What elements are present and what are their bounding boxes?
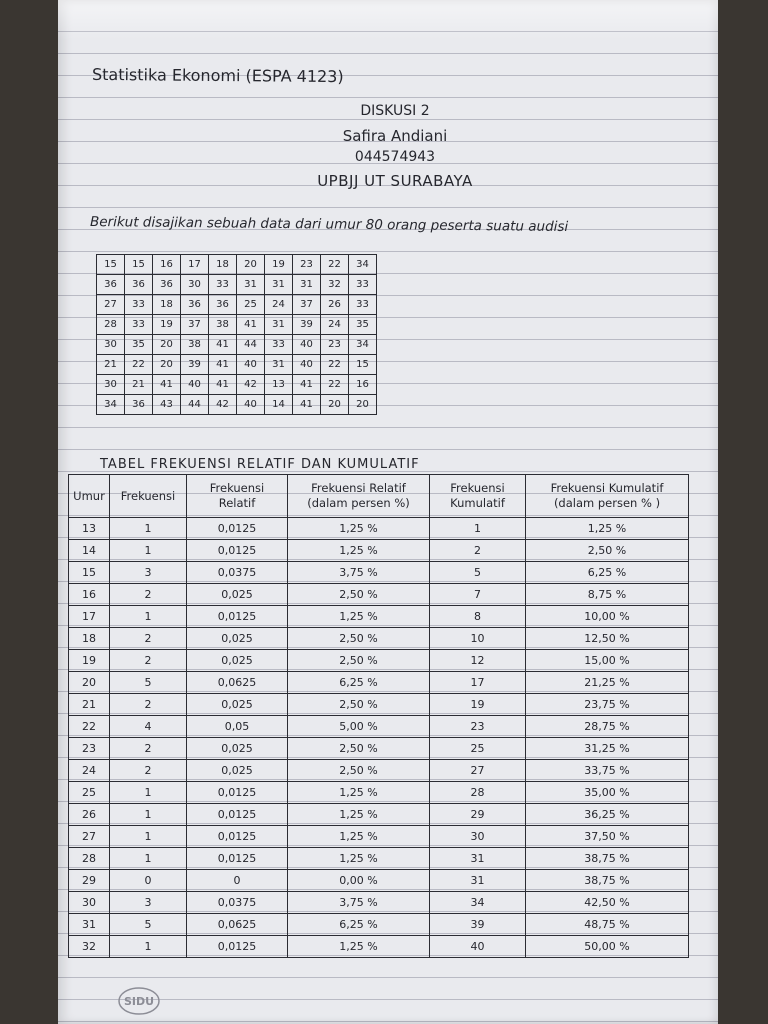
cell-kumulatif-persen: 35,00 %: [526, 782, 689, 804]
table-row: [69, 672, 689, 694]
grid-row: [97, 295, 377, 315]
cell-relatif-persen: 2,50 %: [288, 760, 430, 782]
header-frekuensi-relatif-persen: [288, 475, 430, 518]
header-frekuensi-kumulatif: [430, 475, 526, 518]
cell-kumulatif-persen: 23,75 %: [526, 694, 689, 716]
grid-cell: 32: [321, 275, 349, 295]
grid-cell: 20: [349, 395, 377, 415]
cell-kumulatif: 25: [430, 738, 526, 760]
grid-cell: 35: [349, 315, 377, 335]
grid-cell: 41: [237, 315, 265, 335]
table-row: [69, 738, 689, 760]
cell-frekuensi-relatif: 0,025: [187, 738, 288, 760]
table-row: [69, 870, 689, 892]
grid-cell: 40: [293, 355, 321, 375]
cell-umur: 24: [69, 760, 110, 782]
table-row: [69, 892, 689, 914]
cell-frekuensi-relatif: 0,0125: [187, 804, 288, 826]
grid-cell: 24: [265, 295, 293, 315]
sidu-logo: [117, 986, 161, 1016]
grid-cell: 18: [153, 295, 181, 315]
table-row: [69, 628, 689, 650]
cell-frekuensi: 2: [110, 650, 187, 672]
cell-frekuensi-relatif: 0,0625: [187, 914, 288, 936]
grid-cell: 44: [237, 335, 265, 355]
cell-frekuensi: 3: [110, 562, 187, 584]
cell-relatif-persen: 5,00 %: [288, 716, 430, 738]
cell-frekuensi-relatif: 0,0125: [187, 826, 288, 848]
cell-relatif-persen: 1,25 %: [288, 936, 430, 958]
cell-frekuensi: 2: [110, 694, 187, 716]
cell-frekuensi-relatif: 0,025: [187, 694, 288, 716]
grid-cell: 42: [209, 395, 237, 415]
cell-kumulatif-persen: 1,25 %: [526, 518, 689, 540]
cell-frekuensi-relatif: 0,025: [187, 650, 288, 672]
grid-cell: 39: [181, 355, 209, 375]
cell-kumulatif-persen: 21,25 %: [526, 672, 689, 694]
grid-cell: 34: [349, 335, 377, 355]
cell-frekuensi: 1: [110, 826, 187, 848]
cell-kumulatif: 19: [430, 694, 526, 716]
grid-cell: 25: [237, 295, 265, 315]
cell-relatif-persen: 1,25 %: [288, 826, 430, 848]
cell-kumulatif: 30: [430, 826, 526, 848]
grid-cell: 40: [237, 355, 265, 375]
cell-kumulatif: 29: [430, 804, 526, 826]
cell-umur: 15: [69, 562, 110, 584]
cell-umur: 20: [69, 672, 110, 694]
cell-relatif-persen: 1,25 %: [288, 518, 430, 540]
header-line: Frekuensi: [209, 481, 265, 495]
header-line: Kumulatif: [450, 496, 505, 510]
table-row: [69, 540, 689, 562]
sidu-logo-text: SIDU: [123, 995, 155, 1008]
student-id: 044574943: [354, 149, 436, 165]
grid-cell: 15: [349, 355, 377, 375]
table-row: [69, 804, 689, 826]
cell-kumulatif-persen: 36,25 %: [526, 804, 689, 826]
grid-cell: 31: [265, 315, 293, 335]
grid-cell: 38: [209, 315, 237, 335]
table-row: [69, 606, 689, 628]
cell-umur: 32: [69, 936, 110, 958]
table-row: [69, 650, 689, 672]
grid-cell: 30: [181, 275, 209, 295]
grid-cell: 26: [321, 295, 349, 315]
cell-frekuensi-relatif: 0,025: [187, 628, 288, 650]
grid-row: [97, 335, 377, 355]
grid-cell: 21: [97, 355, 125, 375]
grid-cell: 38: [181, 335, 209, 355]
cell-kumulatif: 39: [430, 914, 526, 936]
grid-row: [97, 315, 377, 335]
table-header-row: [69, 475, 689, 518]
grid-row: [97, 375, 377, 395]
cell-umur: 14: [69, 540, 110, 562]
cell-kumulatif-persen: 10,00 %: [526, 606, 689, 628]
grid-cell: 19: [153, 315, 181, 335]
grid-cell: 28: [97, 315, 125, 335]
grid-cell: 33: [125, 315, 153, 335]
table-row: [69, 562, 689, 584]
cell-relatif-persen: 1,25 %: [288, 848, 430, 870]
cell-umur: 16: [69, 584, 110, 606]
grid-cell: 33: [209, 275, 237, 295]
cell-frekuensi: 5: [110, 914, 187, 936]
grid-cell: 36: [125, 395, 153, 415]
grid-cell: 21: [125, 375, 153, 395]
cell-frekuensi-relatif: 0,0625: [187, 672, 288, 694]
grid-cell: 15: [125, 255, 153, 275]
cell-kumulatif-persen: 2,50 %: [526, 540, 689, 562]
cell-frekuensi: 1: [110, 804, 187, 826]
cell-kumulatif-persen: 38,75 %: [526, 870, 689, 892]
cell-kumulatif: 10: [430, 628, 526, 650]
discussion-title: DISKUSI 2: [360, 103, 430, 119]
table-caption: TABEL FREKUENSI RELATIF DAN KUMULATIF: [100, 457, 420, 472]
grid-cell: 23: [321, 335, 349, 355]
cell-frekuensi: 1: [110, 518, 187, 540]
table-row: [69, 584, 689, 606]
cell-kumulatif-persen: 12,50 %: [526, 628, 689, 650]
grid-cell: 43: [153, 395, 181, 415]
grid-cell: 16: [349, 375, 377, 395]
grid-cell: 27: [97, 295, 125, 315]
cell-umur: 21: [69, 694, 110, 716]
cell-kumulatif: 23: [430, 716, 526, 738]
grid-row: [97, 355, 377, 375]
header-umur: Umur: [69, 475, 110, 518]
cell-kumulatif: 2: [430, 540, 526, 562]
cell-umur: 23: [69, 738, 110, 760]
cell-relatif-persen: 3,75 %: [288, 892, 430, 914]
cell-relatif-persen: 1,25 %: [288, 606, 430, 628]
grid-cell: 40: [293, 335, 321, 355]
cell-frekuensi-relatif: 0: [187, 870, 288, 892]
grid-cell: 31: [293, 275, 321, 295]
cell-frekuensi-relatif: 0,0375: [187, 562, 288, 584]
course-title: Statistika Ekonomi (ESPA 4123): [91, 64, 344, 87]
grid-cell: 40: [181, 375, 209, 395]
table-row: [69, 716, 689, 738]
cell-kumulatif: 27: [430, 760, 526, 782]
grid-cell: 36: [209, 295, 237, 315]
grid-cell: 41: [153, 375, 181, 395]
grid-cell: 42: [237, 375, 265, 395]
cell-frekuensi: 1: [110, 848, 187, 870]
cell-frekuensi: 2: [110, 628, 187, 650]
cell-relatif-persen: 1,25 %: [288, 804, 430, 826]
grid-cell: 22: [321, 375, 349, 395]
cell-frekuensi-relatif: 0,0125: [187, 782, 288, 804]
cell-kumulatif: 1: [430, 518, 526, 540]
cell-frekuensi: 3: [110, 892, 187, 914]
cell-umur: 26: [69, 804, 110, 826]
intro-text: Berikut disajikan sebuah data dari umur 80 orang peserta suatu audisi: [89, 214, 569, 236]
cell-frekuensi-relatif: 0,0125: [187, 606, 288, 628]
cell-kumulatif-persen: 28,75 %: [526, 716, 689, 738]
grid-cell: 35: [125, 335, 153, 355]
grid-cell: 41: [293, 395, 321, 415]
grid-cell: 36: [97, 275, 125, 295]
cell-frekuensi: 2: [110, 738, 187, 760]
header-frekuensi: Frekuensi: [110, 475, 187, 518]
frequency-table: [68, 474, 689, 958]
cell-kumulatif: 40: [430, 936, 526, 958]
cell-kumulatif-persen: 48,75 %: [526, 914, 689, 936]
cell-umur: 18: [69, 628, 110, 650]
grid-cell: 36: [181, 295, 209, 315]
cell-relatif-persen: 0,00 %: [288, 870, 430, 892]
grid-cell: 31: [265, 275, 293, 295]
header-frekuensi-kumulatif-persen: [526, 475, 689, 518]
grid-cell: 30: [97, 375, 125, 395]
cell-kumulatif-persen: 8,75 %: [526, 584, 689, 606]
grid-cell: 41: [209, 335, 237, 355]
grid-cell: 17: [181, 255, 209, 275]
grid-cell: 36: [125, 275, 153, 295]
cell-kumulatif-persen: 37,50 %: [526, 826, 689, 848]
grid-row: [97, 255, 377, 275]
cell-relatif-persen: 6,25 %: [288, 914, 430, 936]
table-row: [69, 848, 689, 870]
grid-cell: 37: [293, 295, 321, 315]
grid-cell: 13: [265, 375, 293, 395]
cell-frekuensi: 2: [110, 584, 187, 606]
cell-umur: 27: [69, 826, 110, 848]
cell-relatif-persen: 2,50 %: [288, 694, 430, 716]
grid-cell: 37: [181, 315, 209, 335]
grid-cell: 16: [153, 255, 181, 275]
grid-cell: 41: [293, 375, 321, 395]
grid-cell: 33: [265, 335, 293, 355]
table-row: [69, 826, 689, 848]
grid-cell: 14: [265, 395, 293, 415]
header-line: (dalam persen %): [307, 496, 410, 510]
cell-frekuensi: 1: [110, 782, 187, 804]
cell-relatif-persen: 2,50 %: [288, 738, 430, 760]
table-row: [69, 760, 689, 782]
cell-umur: 31: [69, 914, 110, 936]
cell-kumulatif-persen: 38,75 %: [526, 848, 689, 870]
cell-kumulatif: 17: [430, 672, 526, 694]
grid-cell: 39: [293, 315, 321, 335]
header-line: Frekuensi: [450, 481, 505, 495]
grid-cell: 33: [349, 295, 377, 315]
grid-cell: 20: [153, 335, 181, 355]
grid-cell: 31: [265, 355, 293, 375]
table-row: [69, 936, 689, 958]
grid-cell: 44: [181, 395, 209, 415]
grid-cell: 34: [97, 395, 125, 415]
raw-data-grid: [96, 254, 377, 415]
cell-kumulatif-persen: 33,75 %: [526, 760, 689, 782]
cell-relatif-persen: 2,50 %: [288, 584, 430, 606]
grid-cell: 36: [153, 275, 181, 295]
grid-cell: 18: [209, 255, 237, 275]
cell-frekuensi-relatif: 0,0125: [187, 848, 288, 870]
grid-cell: 33: [125, 295, 153, 315]
grid-cell: 34: [349, 255, 377, 275]
cell-frekuensi-relatif: 0,025: [187, 760, 288, 782]
cell-relatif-persen: 1,25 %: [288, 540, 430, 562]
header-frekuensi-relatif: [187, 475, 288, 518]
table-row: [69, 782, 689, 804]
grid-cell: 24: [321, 315, 349, 335]
cell-umur: 19: [69, 650, 110, 672]
cell-kumulatif: 34: [430, 892, 526, 914]
cell-kumulatif: 12: [430, 650, 526, 672]
grid-cell: 22: [321, 255, 349, 275]
table-row: [69, 694, 689, 716]
cell-kumulatif-persen: 50,00 %: [526, 936, 689, 958]
cell-frekuensi: 1: [110, 606, 187, 628]
grid-cell: 15: [97, 255, 125, 275]
table-row: [69, 518, 689, 540]
cell-umur: 30: [69, 892, 110, 914]
cell-frekuensi: 1: [110, 936, 187, 958]
cell-frekuensi: 5: [110, 672, 187, 694]
grid-row: [97, 275, 377, 295]
grid-cell: 41: [209, 375, 237, 395]
cell-kumulatif-persen: 42,50 %: [526, 892, 689, 914]
cell-kumulatif-persen: 31,25 %: [526, 738, 689, 760]
cell-kumulatif: 8: [430, 606, 526, 628]
header-line: Frekuensi Relatif: [311, 481, 406, 495]
cell-relatif-persen: 3,75 %: [288, 562, 430, 584]
cell-umur: 13: [69, 518, 110, 540]
grid-cell: 41: [209, 355, 237, 375]
cell-kumulatif: 5: [430, 562, 526, 584]
grid-cell: 20: [153, 355, 181, 375]
cell-relatif-persen: 6,25 %: [288, 672, 430, 694]
cell-frekuensi-relatif: 0,0125: [187, 540, 288, 562]
grid-cell: 22: [321, 355, 349, 375]
grid-cell: 30: [97, 335, 125, 355]
cell-kumulatif: 28: [430, 782, 526, 804]
grid-cell: 20: [237, 255, 265, 275]
cell-relatif-persen: 1,25 %: [288, 782, 430, 804]
grid-cell: 33: [349, 275, 377, 295]
grid-cell: 20: [321, 395, 349, 415]
cell-frekuensi: 2: [110, 760, 187, 782]
cell-frekuensi: 1: [110, 540, 187, 562]
cell-frekuensi: 4: [110, 716, 187, 738]
cell-umur: 29: [69, 870, 110, 892]
cell-kumulatif: 31: [430, 870, 526, 892]
student-name: Safira Andiani: [342, 127, 448, 145]
header-line: Frekuensi Kumulatif: [550, 481, 664, 495]
campus-name: UPBJJ UT SURABAYA: [317, 172, 473, 190]
cell-kumulatif: 7: [430, 584, 526, 606]
cell-kumulatif: 31: [430, 848, 526, 870]
cell-frekuensi: 0: [110, 870, 187, 892]
cell-frekuensi-relatif: 0,0125: [187, 936, 288, 958]
table-row: [69, 914, 689, 936]
header-line: (dalam persen % ): [553, 496, 661, 510]
grid-cell: 19: [265, 255, 293, 275]
cell-umur: 22: [69, 716, 110, 738]
grid-cell: 22: [125, 355, 153, 375]
cell-kumulatif-persen: 15,00 %: [526, 650, 689, 672]
cell-kumulatif-persen: 6,25 %: [526, 562, 689, 584]
cell-frekuensi-relatif: 0,0125: [187, 518, 288, 540]
grid-row: [97, 395, 377, 415]
header-line: Relatif: [218, 496, 256, 510]
cell-relatif-persen: 2,50 %: [288, 628, 430, 650]
cell-umur: 28: [69, 848, 110, 870]
cell-relatif-persen: 2,50 %: [288, 650, 430, 672]
grid-cell: 31: [237, 275, 265, 295]
cell-umur: 17: [69, 606, 110, 628]
cell-frekuensi-relatif: 0,0375: [187, 892, 288, 914]
cell-umur: 25: [69, 782, 110, 804]
grid-cell: 23: [293, 255, 321, 275]
cell-frekuensi-relatif: 0,025: [187, 584, 288, 606]
cell-frekuensi-relatif: 0,05: [187, 716, 288, 738]
grid-cell: 40: [237, 395, 265, 415]
